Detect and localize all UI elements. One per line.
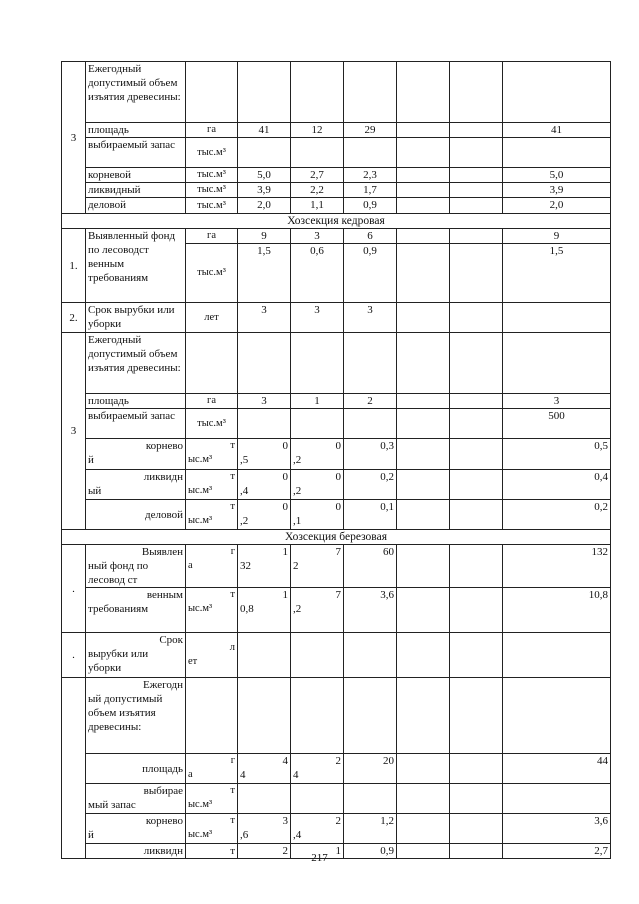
unit-cell: га (186, 394, 238, 409)
row-label: выбираемый запас (86, 138, 186, 168)
table-row (62, 409, 611, 439)
value-cell-wrap: 0,8 (240, 603, 254, 615)
value-cell: 60 (344, 545, 397, 588)
unit-cell-wrap: ет (188, 656, 198, 667)
row-label: площадь (86, 123, 186, 138)
value-cell: 9 (238, 229, 291, 244)
row-label-wrap: й (88, 829, 94, 841)
unit-cell: тыс.м³ (186, 168, 238, 183)
row-label: Выявлен (141, 546, 183, 558)
row-label: выбирае (143, 785, 183, 797)
unit-cell-wrap: ыс.м³ (188, 454, 213, 465)
value-cell: 0 (282, 471, 288, 483)
value-cell: 1,1 (291, 198, 344, 214)
row-label: Ежегодный допустимый объем изъятия древесины: (86, 333, 186, 394)
row-label: Выявленный фонд по лесоводст венным требованиям (86, 229, 186, 303)
unit-cell: т (230, 471, 235, 482)
table-row (62, 229, 611, 244)
value-cell: 3 (344, 303, 397, 333)
value-cell-wrap: ,5 (240, 454, 249, 466)
table-row (62, 633, 611, 678)
value-cell: 20 (344, 754, 397, 784)
value-cell: 1 (282, 546, 288, 558)
table-row (62, 754, 611, 784)
unit-cell: тыс.м³ (186, 138, 238, 168)
value-cell: 7 (335, 589, 341, 601)
value-cell: 41 (503, 123, 611, 138)
value-cell: 9 (503, 229, 611, 244)
forest-fund-table (61, 61, 611, 859)
value-cell: 29 (344, 123, 397, 138)
row-label-wrap: ный фонд по лесовод ст (88, 560, 149, 586)
value-cell: 0,9 (344, 844, 397, 859)
unit-cell-wrap: ыс.м³ (188, 829, 213, 840)
unit-cell: г (230, 546, 235, 557)
row-number: . (62, 545, 86, 633)
value-cell: 132 (503, 545, 611, 588)
value-cell: 0 (335, 501, 341, 513)
unit-cell-wrap: ыс.м³ (188, 515, 213, 526)
table-row (62, 588, 611, 633)
row-label-wrap: й (88, 454, 94, 466)
value-cell: 0,2 (503, 500, 611, 530)
value-cell: 0,9 (344, 198, 397, 214)
unit-cell: г (230, 755, 235, 766)
value-cell: 1,2 (344, 814, 397, 844)
value-cell: 3,9 (238, 183, 291, 198)
value-cell: 1,5 (503, 244, 611, 303)
value-cell: 0,3 (344, 439, 397, 470)
row-label: корнево (145, 440, 183, 452)
unit-cell: тыс.м³ (186, 198, 238, 214)
value-cell-wrap: ,1 (293, 515, 302, 527)
value-cell: 3 (238, 303, 291, 333)
value-cell-wrap: ,2 (293, 485, 302, 497)
row-label: корневой (86, 168, 186, 183)
unit-cell: т (230, 785, 235, 796)
unit-cell: тыс.м³ (186, 183, 238, 198)
value-cell: 0,5 (503, 439, 611, 470)
value-cell-wrap: 32 (240, 560, 251, 572)
value-cell: 44 (503, 754, 611, 784)
unit-cell-wrap: а (188, 560, 193, 571)
value-cell: 0,6 (291, 244, 344, 303)
value-cell: 3,6 (503, 814, 611, 844)
table-row (62, 545, 611, 588)
value-cell-wrap: 4 (240, 769, 246, 781)
table-row (62, 470, 611, 500)
table-row (62, 303, 611, 333)
row-label: Срок (159, 634, 183, 646)
value-cell: 0,9 (344, 244, 397, 303)
row-label: Ежегодный допустимый объем изъятия древесины: (86, 62, 186, 123)
row-label: площадь (86, 394, 186, 409)
value-cell: 2 (238, 844, 291, 859)
unit-cell: лет (186, 303, 238, 333)
value-cell: 2 (335, 815, 341, 827)
value-cell: 41 (238, 123, 291, 138)
row-label: деловой (86, 500, 186, 530)
page-number: 217 (311, 852, 328, 864)
section-title-cedar: Хозсекция кедровая (62, 214, 611, 229)
value-cell: 6 (344, 229, 397, 244)
value-cell: 0,2 (344, 470, 397, 500)
unit-cell: т (230, 501, 235, 512)
value-cell: 2,0 (238, 198, 291, 214)
value-cell: 1,5 (238, 244, 291, 303)
value-cell: 12 (291, 123, 344, 138)
row-label: ликвидн (143, 471, 183, 483)
row-label: Срок вырубки или уборки (86, 303, 186, 333)
value-cell: 2,2 (291, 183, 344, 198)
unit-cell: га (186, 229, 238, 244)
value-cell-wrap: ,2 (293, 454, 302, 466)
unit-cell: т (230, 815, 235, 826)
row-label: площадь (86, 754, 186, 784)
value-cell: 2,0 (503, 198, 611, 214)
value-cell-wrap: ,2 (240, 515, 249, 527)
unit-cell: тыс.м³ (186, 409, 238, 439)
row-number: 3 (62, 62, 86, 214)
row-label: ликвидный (86, 183, 186, 198)
section-header-row (62, 214, 611, 229)
unit-cell: т (230, 589, 235, 600)
row-label: деловой (86, 198, 186, 214)
row-label: выбираемый запас (86, 409, 186, 439)
table-row (62, 678, 611, 754)
value-cell: 0,4 (503, 470, 611, 500)
table-row (62, 333, 611, 394)
value-cell: 0 (335, 440, 341, 452)
value-cell: 0 (335, 471, 341, 483)
table-row (62, 198, 611, 214)
value-cell: 1 (291, 394, 344, 409)
value-cell: 3 (291, 229, 344, 244)
value-cell: 3 (291, 303, 344, 333)
value-cell-wrap: 2 (293, 560, 299, 572)
row-label: венным (146, 589, 183, 601)
table-row (62, 123, 611, 138)
value-cell-wrap: ,4 (293, 829, 302, 841)
value-cell-wrap: ,4 (240, 485, 249, 497)
table-row (62, 814, 611, 844)
value-cell-wrap: 4 (293, 769, 299, 781)
table-row (62, 168, 611, 183)
value-cell: 500 (503, 409, 611, 439)
row-label-wrap: ый (88, 485, 102, 497)
value-cell: 2 (344, 394, 397, 409)
value-cell: 2,7 (291, 168, 344, 183)
section-header-row (62, 530, 611, 545)
row-label-wrap: требованиям (88, 603, 149, 615)
row-label-wrap: ый допустимый объем изъятия древесины: (88, 693, 163, 733)
value-cell: 1 (291, 844, 344, 859)
section-title-birch: Хозсекция березовая (62, 530, 611, 545)
value-cell-wrap: ,6 (240, 829, 249, 841)
row-number: . (62, 633, 86, 678)
value-cell-wrap: ,2 (293, 603, 302, 615)
table-row (62, 784, 611, 814)
row-label: корнево (145, 815, 183, 827)
value-cell: 3,9 (503, 183, 611, 198)
value-cell: 0 (282, 440, 288, 452)
value-cell: 10,8 (503, 588, 611, 633)
value-cell: 3 (238, 394, 291, 409)
row-label: Ежегодн (143, 679, 183, 691)
value-cell: 1,7 (344, 183, 397, 198)
row-number: 1. (62, 229, 86, 303)
value-cell: 3,6 (344, 588, 397, 633)
row-label-wrap: мый запас (88, 799, 136, 811)
value-cell: 0,1 (344, 500, 397, 530)
table-row (62, 138, 611, 168)
value-cell: 1 (282, 589, 288, 601)
unit-cell: га (186, 123, 238, 138)
row-number: 2. (62, 303, 86, 333)
table-row (62, 439, 611, 470)
table-row (62, 394, 611, 409)
unit-cell: т (230, 440, 235, 451)
value-cell: 3 (282, 815, 288, 827)
value-cell: 5,0 (503, 168, 611, 183)
unit-cell: т (186, 844, 238, 859)
value-cell: 2 (335, 755, 341, 767)
unit-cell-wrap: ыс.м³ (188, 603, 213, 614)
table-row (62, 62, 611, 123)
value-cell: 0 (282, 501, 288, 513)
value-cell: 2,7 (503, 844, 611, 859)
row-label-wrap: вырубки или уборки (88, 648, 149, 674)
unit-cell-wrap: а (188, 769, 193, 780)
unit-cell-wrap: ыс.м³ (188, 485, 213, 496)
row-number: 3 (62, 333, 86, 530)
row-label: ликвидн (86, 844, 186, 859)
value-cell: 7 (335, 546, 341, 558)
unit-cell: л (229, 642, 235, 653)
value-cell: 4 (282, 755, 288, 767)
value-cell: 5,0 (238, 168, 291, 183)
unit-cell: тыс.м³ (186, 244, 238, 303)
table-row (62, 500, 611, 530)
value-cell: 2,3 (344, 168, 397, 183)
value-cell: 3 (503, 394, 611, 409)
unit-cell-wrap: ыс.м³ (188, 799, 213, 810)
table-row (62, 183, 611, 198)
